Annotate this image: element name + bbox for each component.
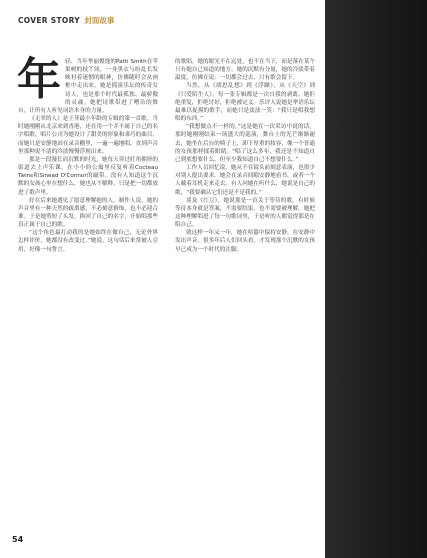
section-sublabel: 封面故事 (84, 16, 115, 25)
body-paragraph: 工作人员回忆说，她从不在镜头前刻意表演，也很少对别人提出要求。她会在录音间隙安静地看书，或者一个人戴着耳机走来走去。有人问她在听什么，她说是自己的歌，“我要确认它们还是不是我的。” (175, 165, 315, 196)
page-number: 54 (12, 535, 24, 544)
right-paragraphs (175, 58, 315, 254)
body-paragraph: 谈及《红豆》，她说那是一首关于等待的歌。有时候等待本身就是答案，不需要结果，也不需要被理解。她把这种理解唱进了每一句歌词里，于是听的人都觉得那是在唱自己。 (175, 197, 315, 229)
body-paragraph: 那是一段漫长而沉默的时光。她每天穿过旺角拥挤的街道去上声乐课，在小小的公寓里反复听着Cocteau Twins和Sinead O'Connor的磁带。没有人知道这个沉默的女孩心里在想什么，她也从不解释，只是把一切都放进了歌声里。 (18, 156, 158, 196)
text-column-right (175, 58, 315, 254)
body-paragraph: 《无辜的人》是王菲最小年龄的专辑的第一首歌。当时她刚刚从北京来到香港，还在用一个并不属于自己的名字唱歌。唱片公司为她设计了甜美的形象和乖巧的曲目，而她只是安静地站在录音棚里，一遍一遍地唱，直到声音里那种说不清的冷淡慢慢浮现出来。 (18, 116, 158, 155)
cover-photo-edge (325, 0, 427, 558)
body-paragraph: 好在后来她遇见了愿意理解她的人。制作人说，她的声音里有一种天然的疏离感，不必刻意修饰，也不必迎合谁。于是她剪短了头发，换回了自己的名字，开始唱那些真正属于自己的歌。 (18, 197, 158, 229)
body-paragraph: 当然，从《胡思乱想》到《浮躁》，从《天空》到《只爱陌生人》，每一张专辑都是一次自我的剥离。她拒绝重复，拒绝讨好，拒绝被定义。乐评人说她是华语乐坛最难以捉摸的歌手，而她只是淡淡一笑：“我只是唱我想唱的东西。” (175, 83, 315, 123)
section-header (18, 15, 114, 26)
text-column-left (17, 54, 158, 254)
body-paragraph: “我想做点不一样的。”这是她在一次采访中说的话。那时她刚刚结束一场盛大的巡演，舞台上的光芒渐渐褪去，她坐在后台的椅子上，卸下厚重的妆容，像一个普通的女孩那样揉着眼睛。“唱了这么多年，我还是不知道自己到底想要什么，但至少我知道自己不想要什么。” (175, 124, 315, 163)
body-paragraph: “这个角色最打动我的是她始终在做自己，无论外界怎样评价，她都没有改变过。”她说。这句话后来常被人引用，好像一句誓言。 (18, 230, 158, 253)
body-paragraph: 的歌唱。她的眼光不在远处，也不在当下，而是落在某个只有她自己知道的地方。她的沉默有分量，她的冷淡带着温度，仿佛在说：一切都会过去，只有歌会留下。 (175, 59, 315, 82)
body-paragraph: 就这样一年又一年，她在喧嚣中保持安静，在安静中发出声音。很多年后人们回头看，才发现那个沉默的女孩早已成为一个时代的注脚。 (175, 230, 315, 253)
section-label: COVER STORY (18, 16, 80, 25)
dropcap: 年 (17, 54, 61, 105)
body-paragraph: 轻、当年华丽俊逸的Patti Smith在苹果树的枝丫间，一身黑衣与纷乱长发映衬着迷惘的眼神，仿佛随时会从画框中走出来。她是摇滚乐坛的传奇女诗人，也是那个时代最孤独、最骄傲的灵魂。她把诗歌带进了嘈杂的舞台，让所有人听见词语本身的力量。 (18, 59, 158, 114)
